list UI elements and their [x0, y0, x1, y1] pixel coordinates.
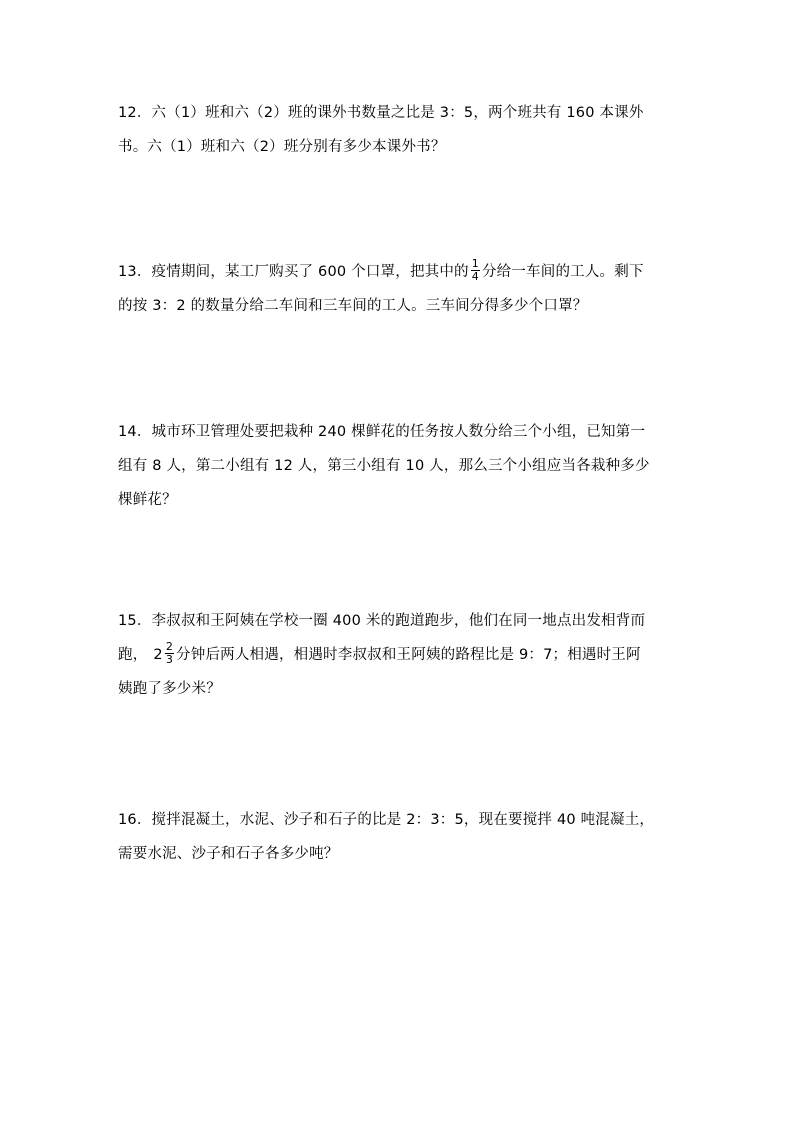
fraction-numerator: 2 — [165, 639, 174, 653]
mixed-number-whole: 2 — [153, 647, 163, 663]
problem-14-line-3: 棵鲜花？ — [118, 492, 177, 508]
problem-15-line-1: 15．李叔叔和王阿姨在学校一圈 400 米的跑道跑步，他们在同一地点出发相背而 — [118, 613, 646, 629]
problem-13-text-before-fraction: 13．疫情期间，某工厂购买了 600 个口罩，把其中的 — [118, 264, 469, 280]
problem-16 — [118, 803, 678, 871]
fraction-two-thirds — [165, 641, 174, 666]
problem-13-line-2: 的按 3：2 的数量分给二车间和三车间的工人。三车间分得多少个口罩？ — [118, 298, 588, 314]
problem-14-line-1: 14．城市环卫管理处要把栽种 240 棵鲜花的任务按人数分给三个小组，已知第一 — [118, 424, 646, 440]
problem-15-line-3: 姨跑了多少米？ — [118, 681, 221, 697]
problem-14-line-2: 组有 8 人，第二小组有 12 人，第三小组有 10 人，那么三个小组应当各栽种多少 — [118, 458, 650, 474]
problem-14 — [118, 415, 678, 517]
problem-12-line-2: 书。六（1）班和六（2）班分别有多少本课外书？ — [118, 139, 446, 155]
problem-13-text-after-fraction: 分给一车间的工人。剩下 — [481, 264, 644, 280]
problem-16-line-1: 16．搅拌混凝土，水泥、沙子和石子的比是 2：3：5，现在要搅拌 40 吨混凝土， — [118, 812, 655, 828]
problem-15-text-after-mixed: 分钟后两人相遇，相遇时李叔叔和王阿姨的路程比是 9：7；相遇时王阿 — [176, 647, 641, 663]
problem-15-text-before-mixed: 跑， — [118, 647, 148, 663]
problem-13-line-1 — [118, 255, 678, 289]
problem-12 — [118, 96, 678, 164]
problem-16-line-2: 需要水泥、沙子和石子各多少吨？ — [118, 846, 339, 862]
problem-12-line-1: 12．六（1）班和六（2）班的课外书数量之比是 3：5，两个班共有 160 本课外 — [118, 105, 644, 121]
problem-13 — [118, 255, 678, 323]
problem-15 — [118, 604, 678, 706]
fraction-numerator: 1 — [471, 256, 479, 270]
fraction-denominator: 3 — [165, 652, 174, 666]
problem-15-line-2 — [118, 638, 678, 672]
fraction-denominator: 4 — [471, 269, 479, 283]
fraction-one-quarter — [471, 258, 480, 283]
